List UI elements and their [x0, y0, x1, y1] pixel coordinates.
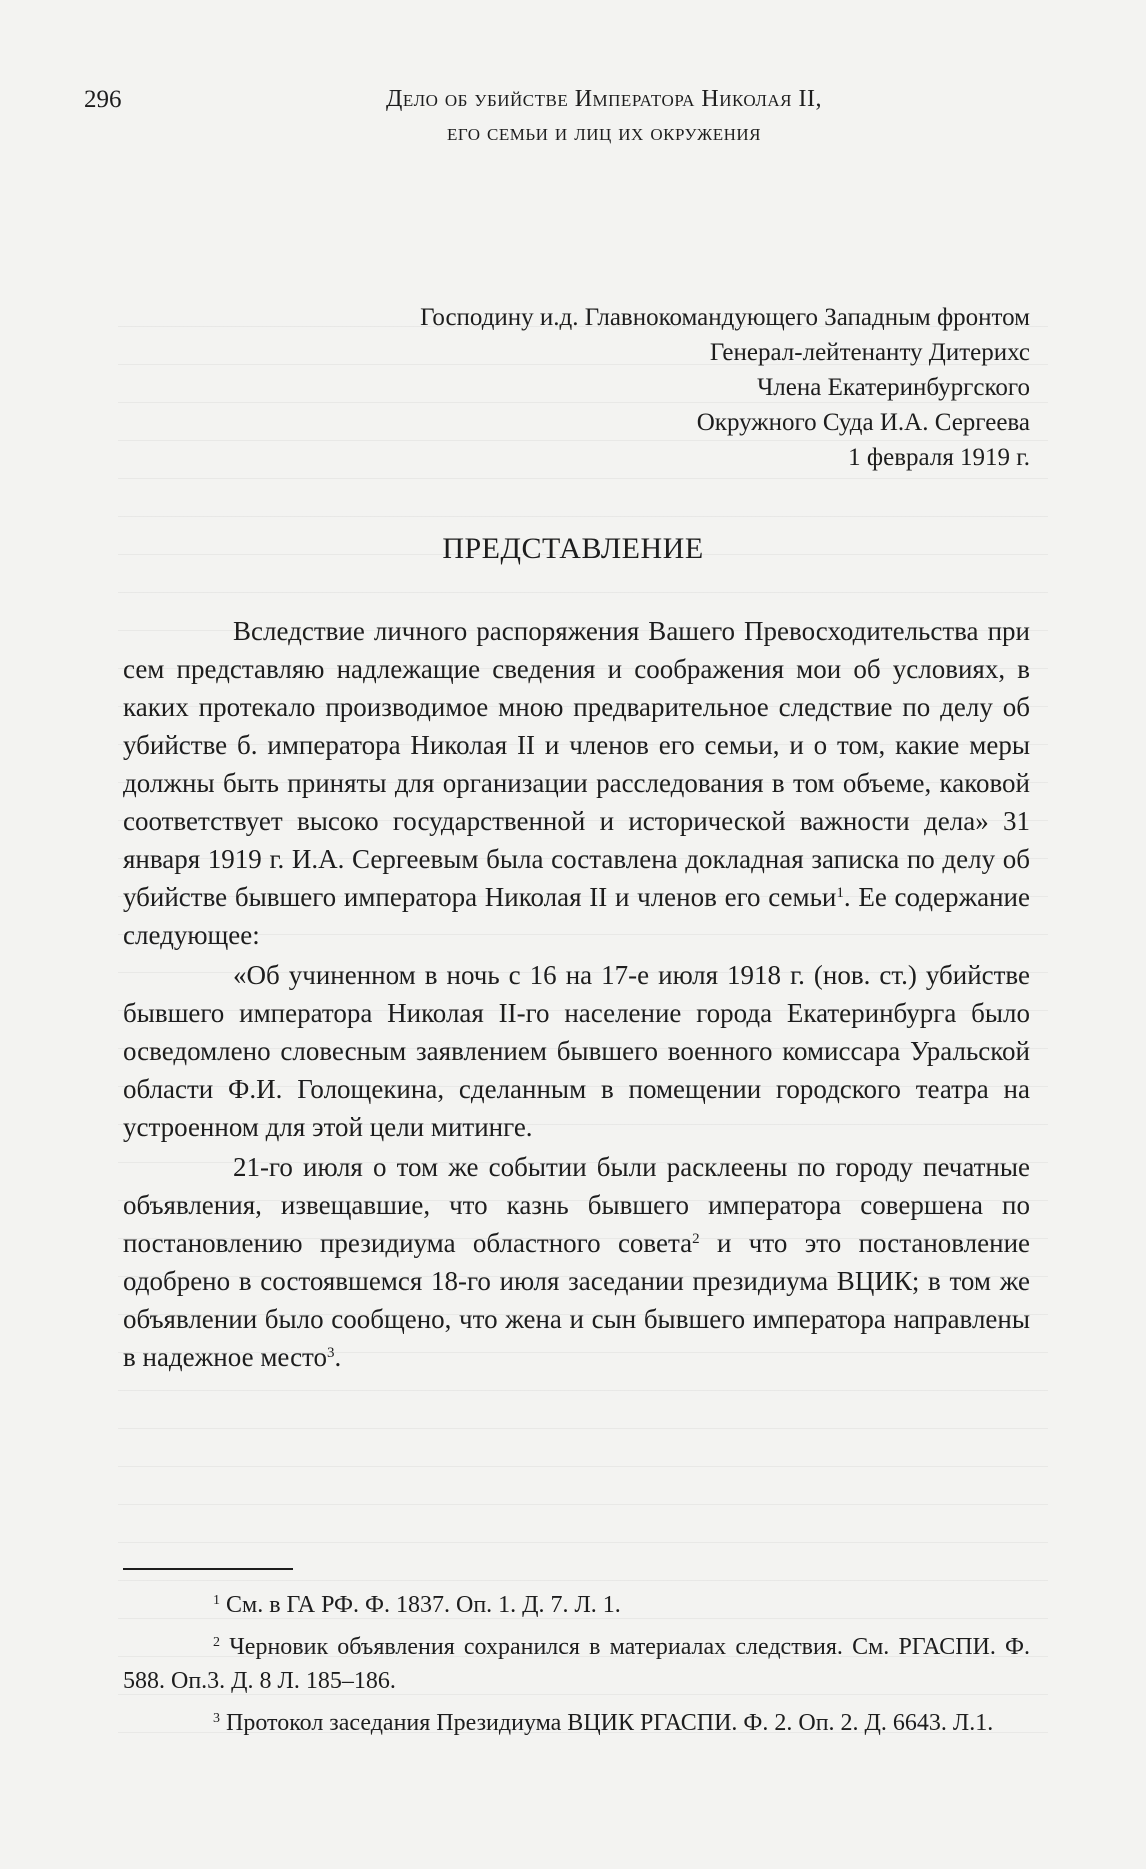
- footnote-ref-2: 2: [692, 1231, 700, 1247]
- footnote: [123, 1706, 1030, 1740]
- paragraph-1-text: Вследствие личного распоряжения Вашего Превосходительства при сем представляю надлежащие сведения и соображения мои об условиях, в каких протекало производимое мною предварительное следствие по делу об убийстве б. императора Николая II и членов его семьи, и о том, какие меры должны быть приняты для организации расследования в том объеме, каковой соответствует высоко государственной и исторической важности дела» 31 января 1919 г. И.А. Сергеевым была составлена докладная записка по делу об убийстве бывшего императора Николая II и членов его семьи: [123, 616, 1030, 912]
- page-number: 296: [84, 86, 122, 113]
- addressee-block: [270, 300, 1030, 475]
- paragraph-3-end: .: [334, 1342, 342, 1372]
- footnote-ref-3: 3: [327, 1345, 335, 1361]
- footnotes: [123, 1588, 1030, 1748]
- paragraph-3: [123, 1148, 1030, 1376]
- footnote-text: Черновик объявления сохранился в материалах следствия. См. РГАСПИ. Ф. 588. Оп.3. Д. 8 Л. 185–186.: [123, 1634, 1030, 1694]
- running-title: [294, 82, 914, 150]
- footnote-number: 3: [213, 1711, 220, 1726]
- addressee-line-3: Члена Екатеринбургского: [757, 374, 1030, 401]
- footnote-divider: [123, 1568, 293, 1570]
- paragraph-3-mid: и что это постановление одобрено в состоявшемся 18-го июля заседании президиума ВЦИК; в том же объявлении было сообщено, что жена и сын бывшего императора направлены в надежное место: [123, 1228, 1031, 1372]
- paragraph-2: [123, 956, 1030, 1146]
- footnote: [123, 1588, 1030, 1622]
- document-date: 1 февраля 1919 г.: [848, 444, 1030, 471]
- addressee-line-2: Генерал-лейтенанту Дитерихс: [709, 339, 1030, 366]
- running-title-line-2: его семьи и лиц их окружения: [446, 120, 762, 146]
- paragraph-3-text: 21-го июля о том же событии были расклеены по городу печатные объявления, извещавшие, что казнь бывшего императора совершена по постановлению президиума областного совета: [123, 1152, 1030, 1258]
- footnote-text: Протокол заседания Президиума ВЦИК РГАСПИ. Ф. 2. Оп. 2. Д. 6643. Л.1.: [226, 1710, 994, 1736]
- addressee-line-4: Окружного Суда И.А. Сергеева: [696, 409, 1030, 436]
- paragraph-2-text: «Об учиненном в ночь с 16 на 17-е июля 1918 г. (нов. ст.) убийстве бывшего императора Николая II-го население города Екатеринбурга было осведомлено словесным заявлением бывшего военного комиссара Уральской области Ф.И. Голощекина, сделанным в помещении городского театра на устроенном для этой цели митинге.: [123, 960, 1030, 1142]
- paragraph-1-tail: . Ее содержание следующее:: [123, 882, 1030, 950]
- document-title: ПРЕДСТАВЛЕНИЕ: [442, 532, 704, 565]
- footnote: [123, 1630, 1030, 1698]
- body-text: [123, 612, 1030, 1376]
- running-title-line-1: Дело об убийстве Императора Николая II,: [386, 86, 822, 112]
- footnote-text: См. в ГА РФ. Ф. 1837. Оп. 1. Д. 7. Л. 1.: [226, 1592, 621, 1618]
- footnote-number: 2: [213, 1635, 220, 1650]
- paragraph-1: [123, 612, 1030, 954]
- footnote-ref-1: 1: [836, 885, 844, 901]
- footnote-number: 1: [213, 1593, 220, 1608]
- addressee-line-1: Господину и.д. Главнокомандующего Западным фронтом: [420, 304, 1030, 331]
- page-header: [84, 82, 984, 152]
